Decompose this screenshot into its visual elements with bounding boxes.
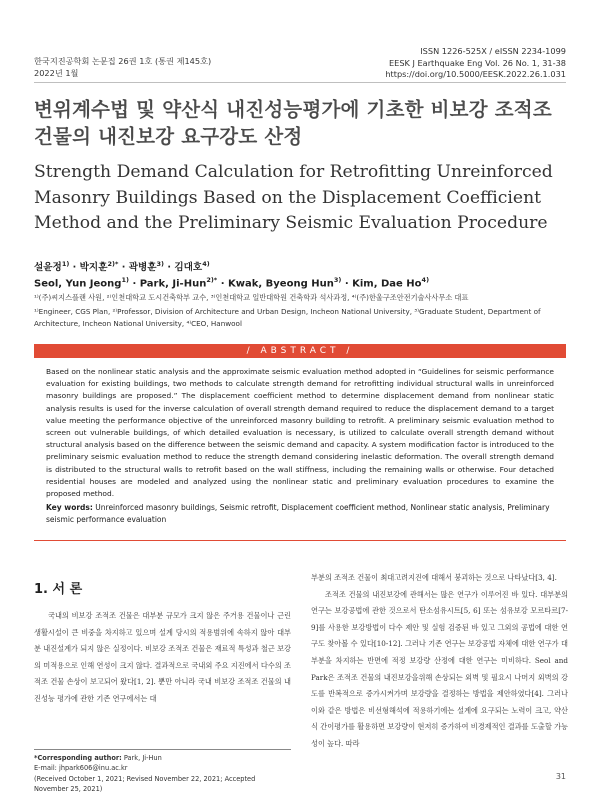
author-name: Kwak, Byeong Hun	[228, 278, 334, 290]
body-column-left	[34, 608, 291, 708]
corresponding-author-email[interactable]: E-mail: jhpark606@inu.ac.kr	[34, 764, 128, 773]
title-english: Strength Demand Calculation for Retrofitting Unreinforced Masonry Buildings Based on the Displacement Coefficient Method and the Preliminary Seismic Evaluation Procedure	[34, 162, 553, 233]
affiliations-english: ¹⁾Engineer, CGS Plan, ²⁾Professor, Division of Architecture and Urban Design, Incheon National University, ³⁾Graduate Student, Department of Architecture, Incheon National University, ⁴⁾CEO, Hanwool	[34, 307, 541, 328]
author-sup: 2)*	[107, 259, 119, 268]
author-sup: 3)	[333, 276, 342, 284]
doi-link[interactable]: https://doi.org/10.5000/EESK.2022.26.1.031	[385, 69, 566, 79]
author-name: 설윤정	[34, 262, 62, 273]
author-separator: ·	[344, 278, 349, 290]
author-separator: ·	[72, 262, 77, 273]
body-column-right	[311, 570, 568, 753]
keywords-text: Unreinforced masonry buildings, Seismic retrofit, Displacement coefficient method, Nonlinear static analysis, Preliminary seismic performance evaluation	[46, 503, 550, 524]
header-divider	[34, 82, 566, 83]
author-name: 김대호	[174, 262, 203, 273]
author-name: 곽병훈	[128, 262, 157, 273]
section-title-introduction: 1. 서 론	[34, 582, 83, 597]
author-sup: 3)	[156, 259, 165, 268]
author-sup: 4)	[202, 259, 210, 268]
author-name: Park, Ji-Hun	[139, 278, 207, 290]
issue-date-ko: 2022년 1월	[34, 68, 79, 78]
footnote-divider	[34, 749, 291, 750]
author-sup: 1)	[121, 276, 129, 284]
author-sup: 4)	[421, 276, 430, 284]
corresponding-author-line	[34, 753, 291, 763]
body-paragraph: 부분의 조적조 건물이 최대고려지진에 대해서 붕괴하는 것으로 나타났다[3, 4].	[311, 573, 557, 582]
author-name: Kim, Dae Ho	[352, 278, 422, 290]
author-name: Seol, Yun Jeong	[34, 278, 122, 290]
journal-header-left	[34, 55, 211, 79]
authors-korean	[34, 259, 210, 273]
received-dates: (Received October 1, 2021; Revised November 22, 2021; Accepted November 25, 2021)	[34, 774, 256, 794]
corresponding-author-name: Park, Ji-Hun	[123, 754, 162, 762]
journal-name-en: EESK J Earthquake Eng Vol. 26 No. 1, 31-38	[388, 57, 566, 68]
keywords	[46, 502, 554, 526]
author-separator: ·	[132, 278, 137, 290]
keywords-label: Key words:	[46, 503, 93, 512]
author-separator: ·	[167, 262, 172, 273]
abstract-heading-bar: / ABSTRACT /	[34, 344, 566, 358]
body-paragraph: 국내의 비보강 조적조 건물은 대부분 규모가 크지 않은 주거용 건물이나 근린생활시설이 큰 비중을 차지하고 있으며 설계 당시의 적용범위에 속하지 않아 대부분 내진설계가 되지 않은 실정이다. 비보강 조적조 건물은 재료적 특성과 철근 보강의 미적용으로 인해 연성이 크지 않다. 결과적으로 국내외 주요 지진에서 다수의 조적조 건물 손상이 보고되어 왔다[1, 2]. 뿐만 아니라 국내 비보강 조적조 건물의 내진성능 평가에 관한 기존 연구에서는 대	[34, 611, 291, 703]
affiliations-korean: ¹⁾(주)씨지스플랜 사원, ²⁾인천대학교 도시건축학부 교수, ³⁾인천대학교 일반대학원 건축학과 석사과정, ⁴⁾(주)한울구조안전기술사사무소 대표	[34, 293, 469, 302]
author-sup: 2)*	[206, 276, 218, 284]
issn: ISSN 1226-525X / eISSN 2234-1099	[420, 46, 566, 56]
author-sup: 1)	[61, 259, 70, 268]
authors-english	[34, 276, 429, 289]
title-korean: 변위계수법 및 약산식 내진성능평가에 기초한 비보강 조적조 건물의 내진보강 요구강도 산정	[34, 98, 552, 148]
journal-name-ko: 한국지진공학회 논문집 26권 1호 (통권 제145호)	[34, 56, 212, 66]
author-separator: ·	[220, 278, 225, 290]
page-number: 31	[555, 772, 566, 781]
corresponding-author-label: *Corresponding author:	[34, 754, 122, 762]
body-paragraph: 조적조 건물의 내진보강에 관해서는 많은 연구가 이루어진 바 있다. 대부분의 연구는 보강공법에 관한 것으로서 탄소섬유시트[5, 6] 또는 섬유보강 모르타르[7-9]를 사용한 보강방법이 다수 제안 및 실험 검증된 바 있고 그외의 공법에 대한 연구도 찾아볼 수 있다[10-12]. 그러나 기존 연구는 보강공법 자체에 대한 연구가 대부분을 차지하는 반면에 적정 보강량 산정에 대한 연구는 미비하다. Seol and Park은 조적조 건물의 내진보강을위해 손상되는 외벽 및 필요시 나머지 외벽의 강도를 반복적으로 증가시켜가며 보강량을 결정하는 방법을 제안하였다[4]. 그러나 이와 같은 방법은 비선형해석에 적용하기에는 설계에 요구되는 노력이 크고, 약산식 간이평가를 활용하면 보강량이 현저히 증가하여 비경제적인 결과를 도출할 가능성이 높다. 따라	[311, 589, 568, 748]
author-separator: ·	[121, 262, 126, 273]
abstract-divider	[34, 540, 566, 541]
author-name: 박지훈	[79, 262, 108, 273]
journal-header-right	[385, 46, 566, 81]
corresponding-author-footnote	[34, 753, 291, 795]
abstract-text: Based on the nonlinear static analysis and the approximate seismic evaluation method adopted in “Guidelines for seismic performance evaluation for existing buildings, two methods to calculate strength demand for retrofitting individual structural walls in unreinforced masonry buildings are proposed.” The displacement coefficient method to determine displacement demand from nonlinear static analysis results is used for the inverse calculation of overall strength demand required to reduce the displacement demand to a target value meeting the performance objective of the unreinforced masonry building to retrofit. A preliminary seismic evaluation method to screen out vulnerable buildings, of which detailed evaluation is necessary, is utilized to calculate overall strength demand without structural analysis based on the difference between the seismic demand and capacity. A system modification factor is introduced to the preliminary seismic evaluation method to reduce the strength demand considering inelastic deformation. The overall strength demand is distributed to the structural walls to retrofit based on the wall stiffness, including the remaining walls or otherwise. Four detached residential houses are modeled and analyzed using the nonlinear static and preliminary evaluation procedures to examine the proposed method.	[46, 367, 554, 499]
